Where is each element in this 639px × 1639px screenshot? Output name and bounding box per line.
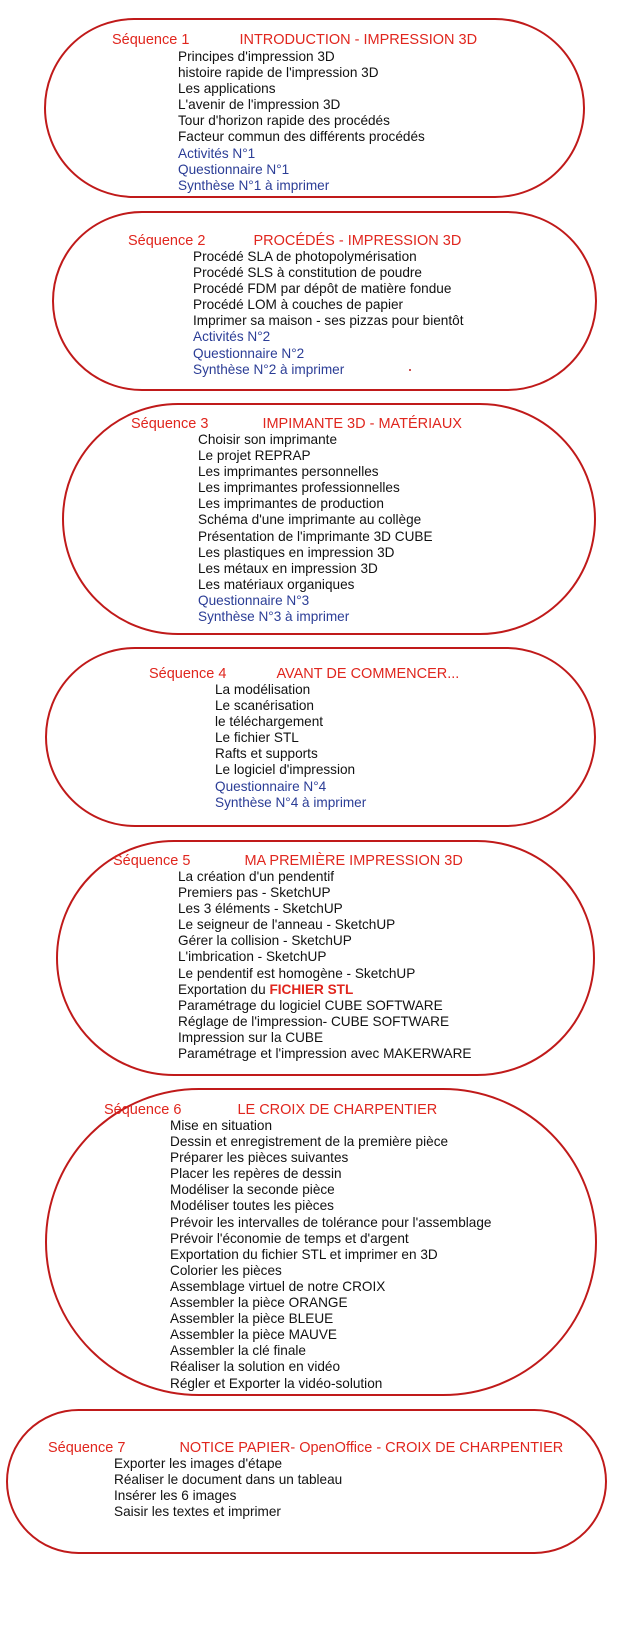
sequence-title: NOTICE PAPIER- OpenOffice - CROIX DE CHARPENTIER	[179, 1440, 564, 1456]
list-item: Régler et Exporter la vidéo-solution	[170, 1375, 383, 1391]
list-item: Imprimer sa maison - ses pizzas pour bientôt	[193, 313, 464, 329]
list-item: Exporter les images d'étape	[114, 1456, 283, 1471]
sequence-title: PROCÉDÉS - IMPRESSION 3D	[253, 233, 462, 249]
sequence-7-heading	[48, 1440, 563, 1456]
list-item: Colorier les pièces	[170, 1262, 282, 1278]
sequence-6-list	[170, 1118, 491, 1392]
list-item: L'imbrication - SketchUP	[178, 949, 327, 965]
list-item: Réglage de l'impression- CUBE SOFTWARE	[178, 1013, 450, 1029]
export-stl-item	[178, 982, 471, 998]
sequence-6-heading	[104, 1102, 437, 1118]
list-item: Les imprimantes de production	[198, 496, 384, 512]
list-item: Assembler la pièce BLEUE	[170, 1311, 334, 1327]
sequence-title: INTRODUCTION - IMPRESSION 3D	[239, 32, 478, 48]
list-item: Le fichier STL	[215, 730, 299, 746]
list-item: le téléchargement	[215, 714, 324, 730]
questionnaire-link[interactable]: Questionnaire N°1	[178, 161, 290, 177]
list-item: Procédé FDM par dépôt de matière fondue	[193, 281, 452, 297]
list-item: Le pendentif est homogène - SketchUP	[178, 965, 416, 981]
list-item: Paramétrage du logiciel CUBE SOFTWARE	[178, 997, 443, 1013]
sequence-label: Séquence 1	[112, 32, 190, 48]
sequence-label: Séquence 7	[48, 1440, 126, 1456]
sequence-label: Séquence 5	[113, 853, 191, 869]
list-item: Les plastiques en impression 3D	[198, 544, 395, 560]
list-item: Procédé SLA de photopolymérisation	[193, 249, 417, 264]
list-item: histoire rapide de l'impression 3D	[178, 65, 379, 81]
list-item: Saisir les textes et imprimer	[114, 1504, 281, 1520]
list-item: Les métaux en impression 3D	[198, 560, 378, 576]
list-item: Schéma d'une imprimante au collège	[198, 512, 422, 528]
sequence-4-heading	[149, 666, 459, 682]
sequence-2-list	[193, 249, 463, 378]
list-item: Le seigneur de l'anneau - SketchUP	[178, 917, 396, 933]
stray-dot	[409, 369, 411, 371]
list-item: Les imprimantes personnelles	[198, 464, 379, 480]
list-item: Tour d'horizon rapide des procédés	[178, 113, 390, 129]
list-item: Premiers pas - SketchUP	[178, 885, 331, 901]
sequence-3-list	[198, 432, 433, 625]
list-item: Modéliser toutes les pièces	[170, 1198, 334, 1214]
sequence-label: Séquence 6	[104, 1102, 182, 1118]
list-item: Modéliser la seconde pièce	[170, 1182, 335, 1198]
list-item: Les matériaux organiques	[198, 576, 355, 592]
list-item: Assembler la pièce ORANGE	[170, 1295, 348, 1311]
list-item: Impression sur la CUBE	[178, 1029, 324, 1045]
list-item: Procédé SLS à constitution de poudre	[193, 265, 422, 281]
questionnaire-link[interactable]: Questionnaire N°3	[198, 592, 310, 608]
sequence-label: Séquence 3	[131, 416, 209, 432]
sequence-title: LE CROIX DE CHARPENTIER	[237, 1102, 438, 1118]
list-item: Exportation du fichier STL et imprimer en 3D	[170, 1246, 438, 1262]
sequence-title: AVANT DE COMMENCER...	[276, 666, 460, 682]
sequence-7-list	[114, 1456, 342, 1520]
questionnaire-link[interactable]: Questionnaire N°2	[193, 345, 305, 361]
synthesis-link[interactable]: Synthèse N°4 à imprimer	[215, 794, 367, 810]
list-item: Le projet REPRAP	[198, 448, 311, 464]
sequence-5-heading	[113, 853, 463, 869]
sequence-1-list	[178, 49, 425, 194]
list-item: Rafts et supports	[215, 746, 318, 762]
list-item: Le logiciel d'impression	[215, 762, 356, 778]
sequence-2-heading	[128, 233, 461, 249]
synthesis-link[interactable]: Synthèse N°2 à imprimer	[193, 361, 345, 377]
sequence-title: MA PREMIÈRE IMPRESSION 3D	[244, 853, 463, 869]
list-item: L'avenir de l'impression 3D	[178, 97, 341, 113]
list-item: Préparer les pièces suivantes	[170, 1150, 349, 1166]
activities-link[interactable]: Activités N°2	[193, 329, 271, 345]
list-item: Paramétrage et l'impression avec MAKERWARE	[178, 1046, 472, 1062]
sequence-1-heading	[112, 32, 477, 48]
list-item: Prévoir les intervalles de tolérance pour l'assemblage	[170, 1214, 492, 1230]
activities-link[interactable]: Activités N°1	[178, 145, 256, 161]
list-item: La création d'un pendentif	[178, 869, 335, 884]
list-item: La modélisation	[215, 682, 311, 697]
list-item: Assemblage virtuel de notre CROIX	[170, 1278, 386, 1294]
sequence-title: IMPIMANTE 3D - MATÉRIAUX	[262, 416, 462, 432]
sequence-label: Séquence 4	[149, 666, 227, 682]
list-item: Mise en situation	[170, 1118, 273, 1133]
list-item: Assembler la clé finale	[170, 1343, 306, 1359]
list-item: Procédé LOM à couches de papier	[193, 297, 404, 313]
list-item: Le scanérisation	[215, 698, 314, 714]
list-item: Présentation de l'imprimante 3D CUBE	[198, 528, 433, 544]
stl-highlight: FICHIER STL	[269, 981, 354, 997]
list-item: Prévoir l'économie de temps et d'argent	[170, 1230, 409, 1246]
list-item: Assembler la pièce MAUVE	[170, 1327, 337, 1343]
sequence-3-heading	[131, 416, 462, 432]
list-item: Réaliser la solution en vidéo	[170, 1359, 341, 1375]
list-item: Gérer la collision - SketchUP	[178, 933, 352, 949]
synthesis-link[interactable]: Synthèse N°3 à imprimer	[198, 609, 350, 625]
list-item: Placer les repères de dessin	[170, 1166, 342, 1182]
list-item: Principes d'impression 3D	[178, 49, 335, 64]
sequence-4-list	[215, 682, 366, 811]
questionnaire-link[interactable]: Questionnaire N°4	[215, 778, 327, 794]
list-item: Facteur commun des différents procédés	[178, 129, 425, 145]
list-item: Insérer les 6 images	[114, 1488, 237, 1504]
list-item: Dessin et enregistrement de la première pièce	[170, 1134, 449, 1150]
sequence-label: Séquence 2	[128, 233, 206, 249]
list-item: Réaliser le document dans un tableau	[114, 1472, 343, 1488]
list-item: Choisir son imprimante	[198, 432, 338, 447]
sequence-5-list	[178, 869, 471, 1062]
export-prefix: Exportation du	[178, 981, 270, 997]
list-item: Les imprimantes professionnelles	[198, 480, 400, 496]
list-item: Les 3 éléments - SketchUP	[178, 901, 343, 917]
synthesis-link[interactable]: Synthèse N°1 à imprimer	[178, 177, 330, 193]
list-item: Les applications	[178, 81, 276, 97]
